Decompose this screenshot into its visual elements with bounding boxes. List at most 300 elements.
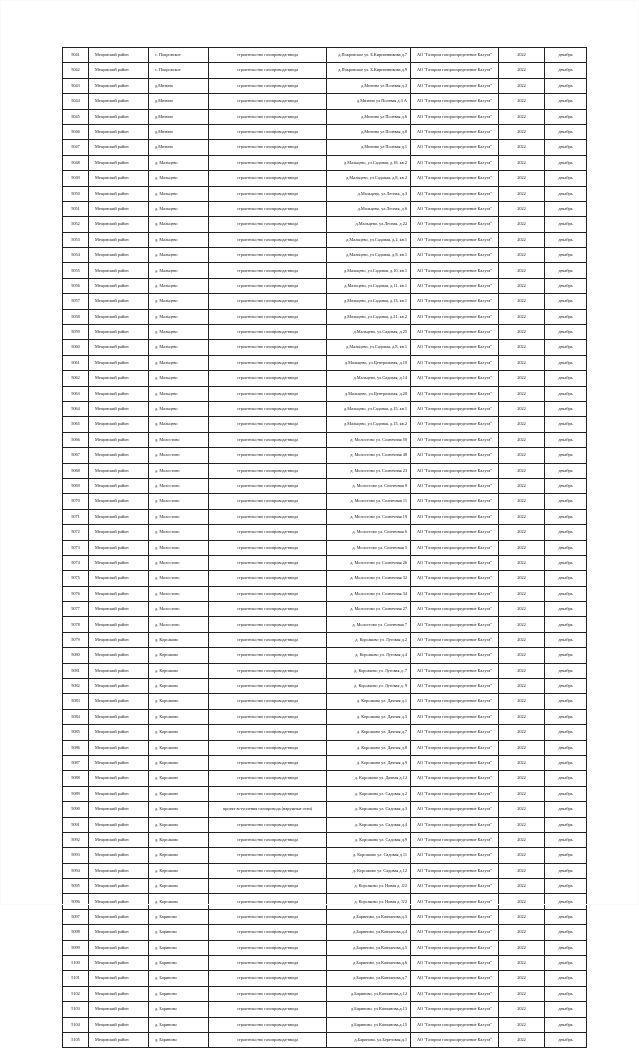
month-cell: декабрь <box>545 925 587 940</box>
work-type-cell: строительство газопровода-ввода <box>209 201 327 216</box>
address-cell: д. Корсаково ул. Дачная д.8 <box>327 740 411 755</box>
address-cell: д. Корсаково ул. Дачная д.9 <box>327 755 411 770</box>
address-cell: д.Бариново, ул.Капчанова,д.12 <box>327 986 411 1001</box>
settlement-cell: д. Молостово <box>149 494 209 509</box>
settlement-cell: д.Митино <box>149 124 209 139</box>
table-row <box>63 925 587 940</box>
table-row <box>63 78 587 93</box>
work-type-cell: строительство газопровода-ввода <box>209 386 327 401</box>
settlement-cell: д. Мальцево <box>149 171 209 186</box>
table-row <box>63 863 587 878</box>
month-cell: декабрь <box>545 709 587 724</box>
month-cell: декабрь <box>545 1033 587 1048</box>
year-cell: 2022 <box>499 617 545 632</box>
organization-cell: АО "Газпром газораспределение Калуга" <box>411 755 499 770</box>
settlement-cell: д. Корсаково <box>149 848 209 863</box>
row-number-cell: 5074 <box>63 555 89 570</box>
address-cell: д. Корсаково ул. Садовая д.3 <box>327 802 411 817</box>
year-cell: 2022 <box>499 494 545 509</box>
address-cell: д.Покровское ул. Б.Кирпичникова д.9 <box>327 63 411 78</box>
month-cell: декабрь <box>545 740 587 755</box>
district-cell: Мещовский район <box>89 755 149 770</box>
settlement-cell: д. Мальцево <box>149 340 209 355</box>
address-cell: д. Молостово ул. Солнечная 32 <box>327 571 411 586</box>
settlement-cell: д. Корсаково <box>149 679 209 694</box>
table-row <box>63 755 587 770</box>
year-cell: 2022 <box>499 771 545 786</box>
month-cell: декабрь <box>545 124 587 139</box>
organization-cell: АО "Газпром газораспределение Калуга" <box>411 863 499 878</box>
settlement-cell: д. Корсаково <box>149 648 209 663</box>
table-row <box>63 694 587 709</box>
district-cell: Мещовский район <box>89 663 149 678</box>
table-row <box>63 371 587 386</box>
settlement-cell: д. Молостово <box>149 586 209 601</box>
settlement-cell: д. Мальцево <box>149 201 209 216</box>
year-cell: 2022 <box>499 971 545 986</box>
district-cell: Мещовский район <box>89 940 149 955</box>
address-cell: д. Молостово ул. Солнечная 9 <box>327 478 411 493</box>
organization-cell: АО "Газпром газораспределение Калуга" <box>411 1033 499 1048</box>
address-cell: д. Корсаково ул. Садовая д.2 <box>327 786 411 801</box>
district-cell: Мещовский район <box>89 94 149 109</box>
settlement-cell: д. Мальцево <box>149 155 209 170</box>
row-number-cell: 5096 <box>63 894 89 909</box>
organization-cell: АО "Газпром газораспределение Калуга" <box>411 217 499 232</box>
work-type-cell: строительство газопровода-ввода <box>209 709 327 724</box>
row-number-cell: 5068 <box>63 463 89 478</box>
month-cell: декабрь <box>545 401 587 416</box>
organization-cell: АО "Газпром газораспределение Калуга" <box>411 325 499 340</box>
row-number-cell: 5105 <box>63 1033 89 1048</box>
month-cell: декабрь <box>545 602 587 617</box>
row-number-cell: 5051 <box>63 201 89 216</box>
district-cell: Мещовский район <box>89 201 149 216</box>
district-cell: Мещовский район <box>89 956 149 971</box>
year-cell: 2022 <box>499 940 545 955</box>
year-cell: 2022 <box>499 417 545 432</box>
district-cell: Мещовский район <box>89 371 149 386</box>
settlement-cell: д. Корсаково <box>149 694 209 709</box>
address-cell: д.Мальцево, ул.Садовая, д.18, кв.2 <box>327 155 411 170</box>
row-number-cell: 5049 <box>63 171 89 186</box>
organization-cell: АО "Газпром газораспределение Калуга" <box>411 109 499 124</box>
work-type-cell: строительство газопровода-ввода <box>209 971 327 986</box>
organization-cell: АО "Газпром газораспределение Калуга" <box>411 879 499 894</box>
year-cell: 2022 <box>499 432 545 447</box>
year-cell: 2022 <box>499 832 545 847</box>
work-type-cell: строительство газопровода-ввода <box>209 771 327 786</box>
table-row <box>63 63 587 78</box>
work-type-cell: строительство газопровода-ввода <box>209 278 327 293</box>
month-cell: декабрь <box>545 94 587 109</box>
address-cell: д.Митино ул Полевая д.1 <box>327 140 411 155</box>
address-cell: д. Молостово ул. Солнечная 6 <box>327 525 411 540</box>
table-row <box>63 94 587 109</box>
table-row <box>63 217 587 232</box>
work-type-cell: строительство газопровода-ввода <box>209 879 327 894</box>
organization-cell: АО "Газпром газораспределение Калуга" <box>411 386 499 401</box>
settlement-cell: д. Бариново <box>149 971 209 986</box>
table-row <box>63 679 587 694</box>
row-number-cell: 5061 <box>63 355 89 370</box>
work-type-cell: строительство газопровода-ввода <box>209 1017 327 1032</box>
organization-cell: АО "Газпром газораспределение Калуга" <box>411 648 499 663</box>
address-cell: д. Корсаково ул. Садовая д.9 <box>327 832 411 847</box>
year-cell: 2022 <box>499 525 545 540</box>
address-cell: д. Молостово ул. Солнечная 50 <box>327 432 411 447</box>
row-number-cell: 5085 <box>63 725 89 740</box>
organization-cell: АО "Газпром газораспределение Калуга" <box>411 78 499 93</box>
row-number-cell: 5099 <box>63 940 89 955</box>
organization-cell: АО "Газпром газораспределение Калуга" <box>411 340 499 355</box>
settlement-cell: с. Покровское <box>149 63 209 78</box>
month-cell: декабрь <box>545 478 587 493</box>
work-type-cell: строительство газопровода-ввода <box>209 171 327 186</box>
table-body <box>63 48 587 1048</box>
district-cell: Мещовский район <box>89 848 149 863</box>
row-number-cell: 5095 <box>63 879 89 894</box>
address-cell: д.Мальцево, ул.Садовая, д.14 <box>327 371 411 386</box>
year-cell: 2022 <box>499 124 545 139</box>
settlement-cell: д. Корсаково <box>149 725 209 740</box>
table-row <box>63 986 587 1001</box>
district-cell: Мещовский район <box>89 817 149 832</box>
work-type-cell: строительство газопровода-ввода <box>209 371 327 386</box>
year-cell: 2022 <box>499 786 545 801</box>
organization-cell: АО "Газпром газораспределение Калуга" <box>411 371 499 386</box>
row-number-cell: 5073 <box>63 540 89 555</box>
organization-cell: АО "Газпром газораспределение Калуга" <box>411 586 499 601</box>
settlement-cell: д.Митино <box>149 109 209 124</box>
year-cell: 2022 <box>499 155 545 170</box>
organization-cell: АО "Газпром газораспределение Калуга" <box>411 540 499 555</box>
settlement-cell: с. Покровское <box>149 48 209 63</box>
organization-cell: АО "Газпром газораспределение Калуга" <box>411 848 499 863</box>
month-cell: декабрь <box>545 694 587 709</box>
address-cell: д.Мальцево, ул.Садовая, д.8, кв.1 <box>327 248 411 263</box>
table-row <box>63 124 587 139</box>
address-cell: д. Корсаково ул. Дачная д.12 <box>327 771 411 786</box>
settlement-cell: д. Корсаково <box>149 786 209 801</box>
address-cell: д.Мальцево, ул.Садовая, д.8, кв.2 <box>327 171 411 186</box>
district-cell: Мещовский район <box>89 417 149 432</box>
table-row <box>63 909 587 924</box>
table-row <box>63 817 587 832</box>
row-number-cell: 5072 <box>63 525 89 540</box>
district-cell: Мещовский район <box>89 248 149 263</box>
year-cell: 2022 <box>499 386 545 401</box>
row-number-cell: 5042 <box>63 63 89 78</box>
row-number-cell: 5050 <box>63 186 89 201</box>
year-cell: 2022 <box>499 232 545 247</box>
district-cell: Мещовский район <box>89 171 149 186</box>
district-cell: Мещовский район <box>89 832 149 847</box>
address-cell: д. Молостово ул. Солнечная 23 <box>327 463 411 478</box>
row-number-cell: 5089 <box>63 786 89 801</box>
month-cell: декабрь <box>545 571 587 586</box>
settlement-cell: д. Мальцево <box>149 401 209 416</box>
settlement-cell: д. Бариново <box>149 909 209 924</box>
work-type-cell: строительство газопровода-ввода <box>209 294 327 309</box>
organization-cell: АО "Газпром газораспределение Калуга" <box>411 956 499 971</box>
organization-cell: АО "Газпром газораспределение Калуга" <box>411 171 499 186</box>
organization-cell: АО "Газпром газораспределение Калуга" <box>411 709 499 724</box>
month-cell: декабрь <box>545 417 587 432</box>
month-cell: декабрь <box>545 48 587 63</box>
organization-cell: АО "Газпром газораспределение Калуга" <box>411 940 499 955</box>
table-row <box>63 494 587 509</box>
year-cell: 2022 <box>499 802 545 817</box>
row-number-cell: 5062 <box>63 371 89 386</box>
month-cell: декабрь <box>545 278 587 293</box>
organization-cell: АО "Газпром газораспределение Калуга" <box>411 201 499 216</box>
settlement-cell: д. Мальцево <box>149 186 209 201</box>
row-number-cell: 5058 <box>63 309 89 324</box>
district-cell: Мещовский район <box>89 232 149 247</box>
year-cell: 2022 <box>499 294 545 309</box>
table-row <box>63 463 587 478</box>
work-type-cell: строительство газопровода-ввода <box>209 1033 327 1048</box>
address-cell: д. Молостово ул. Солнечная 27 <box>327 602 411 617</box>
address-cell: д.Мальцево, ул.Садовая, д.11, кв.1 <box>327 278 411 293</box>
district-cell: Мещовский район <box>89 648 149 663</box>
table-row <box>63 294 587 309</box>
table-row <box>63 201 587 216</box>
year-cell: 2022 <box>499 371 545 386</box>
settlement-cell: д. Молостово <box>149 571 209 586</box>
organization-cell: АО "Газпром газораспределение Калуга" <box>411 786 499 801</box>
year-cell: 2022 <box>499 909 545 924</box>
row-number-cell: 5077 <box>63 602 89 617</box>
row-number-cell: 5063 <box>63 386 89 401</box>
month-cell: декабрь <box>545 832 587 847</box>
work-type-cell: строительство газопровода-ввода <box>209 494 327 509</box>
row-number-cell: 5045 <box>63 109 89 124</box>
year-cell: 2022 <box>499 140 545 155</box>
district-cell: Мещовский район <box>89 340 149 355</box>
table-row <box>63 848 587 863</box>
district-cell: Мещовский район <box>89 740 149 755</box>
address-cell: д.Мальцево, ул.Садовая, д.21, кв.2 <box>327 309 411 324</box>
month-cell: декабрь <box>545 448 587 463</box>
address-cell: д.Мальцево, ул.Садовая, д.25 <box>327 325 411 340</box>
row-number-cell: 5094 <box>63 863 89 878</box>
district-cell: Мещовский район <box>89 109 149 124</box>
year-cell: 2022 <box>499 540 545 555</box>
month-cell: декабрь <box>545 648 587 663</box>
organization-cell: АО "Газпром газораспределение Калуга" <box>411 48 499 63</box>
month-cell: декабрь <box>545 340 587 355</box>
month-cell: декабрь <box>545 986 587 1001</box>
table-row <box>63 894 587 909</box>
address-cell: д.Покровское ул. Б.Кирпичникова д.7 <box>327 48 411 63</box>
settlement-cell: д. Мальцево <box>149 325 209 340</box>
district-cell: Мещовский район <box>89 525 149 540</box>
work-type-cell: строительство газопровода-ввода <box>209 663 327 678</box>
organization-cell: АО "Газпром газораспределение Калуга" <box>411 309 499 324</box>
address-cell: д. Корсаково ул. Дачная д.7 <box>327 725 411 740</box>
district-cell: Мещовский район <box>89 263 149 278</box>
settlement-cell: д. Бариново <box>149 925 209 940</box>
row-number-cell: 5088 <box>63 771 89 786</box>
organization-cell: АО "Газпром газораспределение Калуга" <box>411 663 499 678</box>
year-cell: 2022 <box>499 694 545 709</box>
address-cell: д.Мальцево, ул.Центральная, д.10 <box>327 355 411 370</box>
row-number-cell: 5091 <box>63 817 89 832</box>
table-row <box>63 401 587 416</box>
settlement-cell: д. Корсаково <box>149 663 209 678</box>
work-type-cell: строительство газопровода-ввода <box>209 340 327 355</box>
work-type-cell: строительство газопровода-ввода <box>209 417 327 432</box>
address-cell: д.Бариново, ул.Березовая,д.1 <box>327 1033 411 1048</box>
district-cell: Мещовский район <box>89 925 149 940</box>
work-type-cell: строительство газопровода-ввода <box>209 248 327 263</box>
district-cell: Мещовский район <box>89 186 149 201</box>
work-type-cell: строительство газопровода-ввода <box>209 956 327 971</box>
organization-cell: АО "Газпром газораспределение Калуга" <box>411 909 499 924</box>
address-cell: д. Молостово ул. Солнечная 26 <box>327 555 411 570</box>
row-number-cell: 5054 <box>63 248 89 263</box>
organization-cell: АО "Газпром газораспределение Калуга" <box>411 817 499 832</box>
work-type-cell: строительство газопровода-ввода <box>209 63 327 78</box>
address-cell: д. Корсаково ул. Дачная д.3 <box>327 709 411 724</box>
address-cell: д. Молостово ул. Солнечная 7 <box>327 617 411 632</box>
table-row <box>63 555 587 570</box>
district-cell: Мещовский район <box>89 771 149 786</box>
organization-cell: АО "Газпром газораспределение Калуга" <box>411 494 499 509</box>
work-type-cell: строительство газопровода-ввода <box>209 555 327 570</box>
organization-cell: АО "Газпром газораспределение Калуга" <box>411 294 499 309</box>
work-type-cell: строительство газопровода-ввода <box>209 432 327 447</box>
year-cell: 2022 <box>499 956 545 971</box>
organization-cell: АО "Газпром газораспределение Калуга" <box>411 971 499 986</box>
table-row <box>63 417 587 432</box>
address-cell: д. Корсаково ул. Садовая д.11 <box>327 848 411 863</box>
settlement-cell: д. Корсаково <box>149 802 209 817</box>
year-cell: 2022 <box>499 340 545 355</box>
work-type-cell: строительство газопровода-ввода <box>209 78 327 93</box>
month-cell: декабрь <box>545 617 587 632</box>
year-cell: 2022 <box>499 925 545 940</box>
work-type-cell: строительство газопровода-ввода <box>209 786 327 801</box>
table-row <box>63 832 587 847</box>
address-cell: д. Молостово ул. Солнечная 19 <box>327 509 411 524</box>
organization-cell: АО "Газпром газораспределение Калуга" <box>411 432 499 447</box>
work-type-cell: строительство газопровода-ввода <box>209 694 327 709</box>
settlement-cell: д.Митино <box>149 78 209 93</box>
month-cell: декабрь <box>545 294 587 309</box>
settlement-cell: д. Бариново <box>149 956 209 971</box>
work-type-cell: строительство газопровода-ввода <box>209 309 327 324</box>
settlement-cell: д. Корсаково <box>149 894 209 909</box>
settlement-cell: д. Мальцево <box>149 248 209 263</box>
year-cell: 2022 <box>499 248 545 263</box>
organization-cell: АО "Газпром газораспределение Калуга" <box>411 525 499 540</box>
settlement-cell: д. Корсаково <box>149 817 209 832</box>
table-row <box>63 617 587 632</box>
district-cell: Мещовский район <box>89 48 149 63</box>
organization-cell: АО "Газпром газораспределение Калуга" <box>411 602 499 617</box>
address-cell: д.Мальцево, ул.Лесная, д.22 <box>327 217 411 232</box>
address-cell: д. Корсаково ул. Луговая д. 7 <box>327 663 411 678</box>
settlement-cell: д. Молостово <box>149 602 209 617</box>
year-cell: 2022 <box>499 401 545 416</box>
work-type-cell: строительство газопровода-ввода <box>209 617 327 632</box>
month-cell: декабрь <box>545 309 587 324</box>
row-number-cell: 5092 <box>63 832 89 847</box>
year-cell: 2022 <box>499 648 545 663</box>
row-number-cell: 5066 <box>63 432 89 447</box>
table-row <box>63 325 587 340</box>
row-number-cell: 5052 <box>63 217 89 232</box>
year-cell: 2022 <box>499 201 545 216</box>
row-number-cell: 5064 <box>63 401 89 416</box>
district-cell: Мещовский район <box>89 679 149 694</box>
row-number-cell: 5067 <box>63 448 89 463</box>
table-row <box>63 140 587 155</box>
month-cell: декабрь <box>545 1002 587 1017</box>
address-cell: д.Бариново, ул.Капчанова,д.4 <box>327 925 411 940</box>
work-type-cell: строительство газопровода-ввода <box>209 186 327 201</box>
organization-cell: АО "Газпром газораспределение Калуга" <box>411 925 499 940</box>
district-cell: Мещовский район <box>89 309 149 324</box>
month-cell: декабрь <box>545 940 587 955</box>
work-type-cell: строительство газопровода-ввода <box>209 894 327 909</box>
work-type-cell: строительство газопровода-ввода <box>209 109 327 124</box>
organization-cell: АО "Газпром газораспределение Калуга" <box>411 478 499 493</box>
month-cell: декабрь <box>545 217 587 232</box>
work-type-cell: строительство газопровода-ввода <box>209 540 327 555</box>
row-number-cell: 5104 <box>63 1017 89 1032</box>
work-type-cell: строительство газопровода-ввода <box>209 448 327 463</box>
organization-cell: АО "Газпром газораспределение Калуга" <box>411 771 499 786</box>
work-type-cell: строительство газопровода-ввода <box>209 602 327 617</box>
month-cell: декабрь <box>545 879 587 894</box>
work-type-cell: строительство газопровода-ввода <box>209 725 327 740</box>
month-cell: декабрь <box>545 586 587 601</box>
table-row <box>63 432 587 447</box>
address-cell: д.Мальцево, ул.Садовая, д.13, кв.1 <box>327 294 411 309</box>
district-cell: Мещовский район <box>89 155 149 170</box>
row-number-cell: 5102 <box>63 986 89 1001</box>
table-row <box>63 278 587 293</box>
district-cell: Мещовский район <box>89 1002 149 1017</box>
row-number-cell: 5043 <box>63 78 89 93</box>
month-cell: декабрь <box>545 263 587 278</box>
address-cell: д.Митино ул Полевая д.3 А <box>327 94 411 109</box>
table-row <box>63 663 587 678</box>
row-number-cell: 5086 <box>63 740 89 755</box>
settlement-cell: д. Бариново <box>149 1002 209 1017</box>
organization-cell: АО "Газпром газораспределение Калуга" <box>411 894 499 909</box>
month-cell: декабрь <box>545 817 587 832</box>
settlement-cell: д. Мальцево <box>149 217 209 232</box>
organization-cell: АО "Газпром газораспределение Калуга" <box>411 555 499 570</box>
row-number-cell: 5081 <box>63 663 89 678</box>
row-number-cell: 5100 <box>63 956 89 971</box>
table-row <box>63 386 587 401</box>
work-type-cell: строительство газопровода-ввода <box>209 586 327 601</box>
year-cell: 2022 <box>499 478 545 493</box>
settlement-cell: д. Молостово <box>149 509 209 524</box>
work-type-cell: строительство газопровода-ввода <box>209 48 327 63</box>
address-cell: д.Бариново, ул.Капчанова,д.7 <box>327 971 411 986</box>
work-type-cell: строительство газопровода-ввода <box>209 863 327 878</box>
table-row <box>63 879 587 894</box>
table-row <box>63 540 587 555</box>
work-type-cell: строительство газопровода-ввода <box>209 263 327 278</box>
